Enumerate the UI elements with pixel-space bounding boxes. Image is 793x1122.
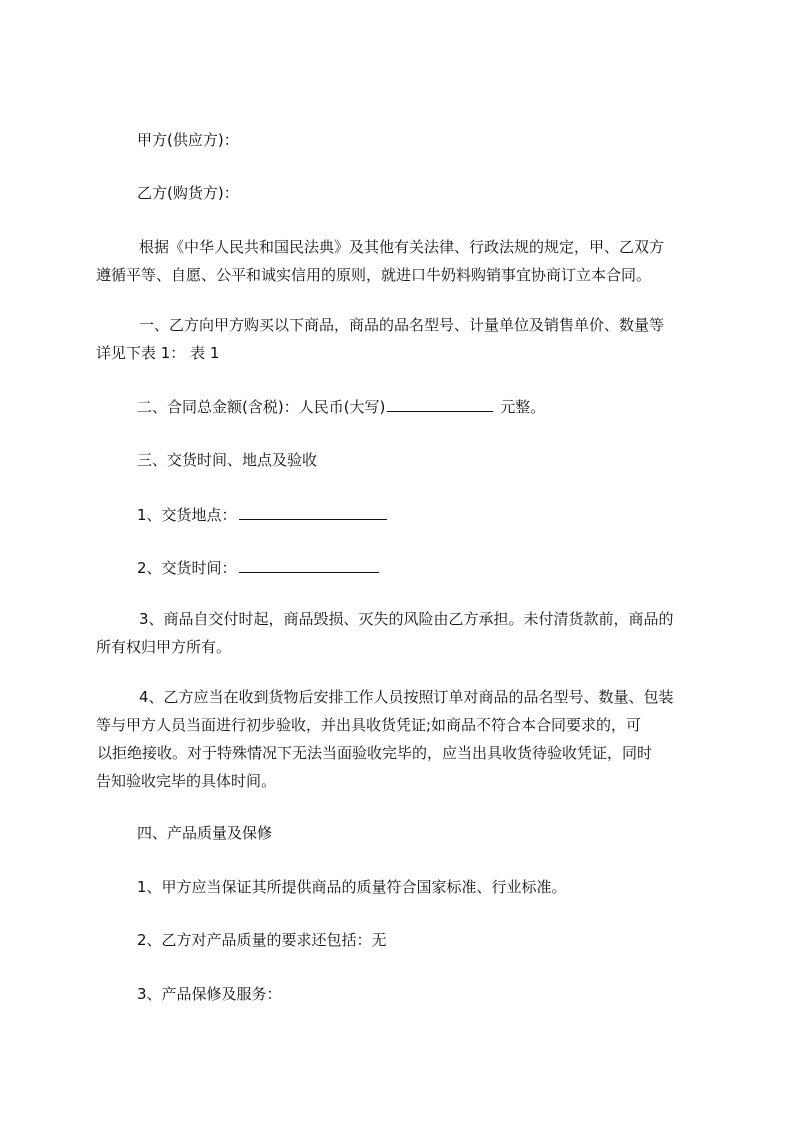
clause3-item4-line-2: 等与甲方人员当面进行初步验收，并出具收货凭证;如商品不符合本合同要求的，可: [96, 716, 642, 734]
clause4-item2: 2、乙方对产品质量的要求还包括：无: [137, 931, 387, 949]
clause3-item3-line-2: 所有权归甲方所有。: [96, 638, 232, 656]
amount-blank[interactable]: [387, 399, 493, 412]
clause2-prefix: 二、合同总金额(含税)：人民币(大写): [137, 398, 386, 416]
delivery-time-blank[interactable]: [239, 560, 379, 573]
clause1-line-1: 一、乙方向甲方购买以下商品，商品的品名型号、计量单位及销售单价、数量等: [139, 316, 665, 334]
clause4-item1: 1、甲方应当保证其所提供商品的质量符合国家标准、行业标准。: [137, 878, 567, 896]
clause1-line-2: 详见下表 1： 表 1: [96, 344, 220, 362]
preamble-line-1: 根据《中华人民共和国民法典》及其他有关法律、行政法规的规定，甲、乙双方: [139, 238, 665, 256]
clause3-item4-line-3: 以拒绝接收。对于特殊情况下无法当面验收完毕的，应当出具收货待验收凭证，同时: [97, 744, 653, 762]
preamble-line-2: 遵循平等、自愿、公平和诚实信用的原则，就进口牛奶料购销事宜协商订立本合同。: [96, 266, 652, 284]
clause2-total-amount: [137, 399, 545, 415]
clause3-item4-line-4: 告知验收完毕的具体时间。: [96, 772, 277, 790]
delivery-time-label: 2、交货时间：: [137, 559, 237, 577]
delivery-place-label: 1、交货地点：: [137, 506, 237, 524]
clause3-title: 三、交货时间、地点及验收: [137, 451, 318, 469]
clause3-item3-line-1: 3、商品自交付时起，商品毁损、灭失的风险由乙方承担。未付清货款前，商品的: [139, 610, 674, 628]
delivery-place-blank[interactable]: [239, 507, 387, 520]
clause2-suffix: 元整。: [500, 398, 546, 416]
delivery-time-line: [137, 560, 381, 576]
clause4-item3: 3、产品保修及服务：: [137, 985, 282, 1003]
party-a-line: 甲方(供应方)：: [137, 131, 239, 149]
clause3-item4-line-1: 4、乙方应当在收到货物后安排工作人员按照订单对商品的品名型号、数量、包装: [139, 688, 674, 706]
delivery-place-line: [137, 507, 389, 523]
party-b-line: 乙方(购货方)：: [137, 184, 239, 202]
clause4-title: 四、产品质量及保修: [137, 824, 273, 842]
